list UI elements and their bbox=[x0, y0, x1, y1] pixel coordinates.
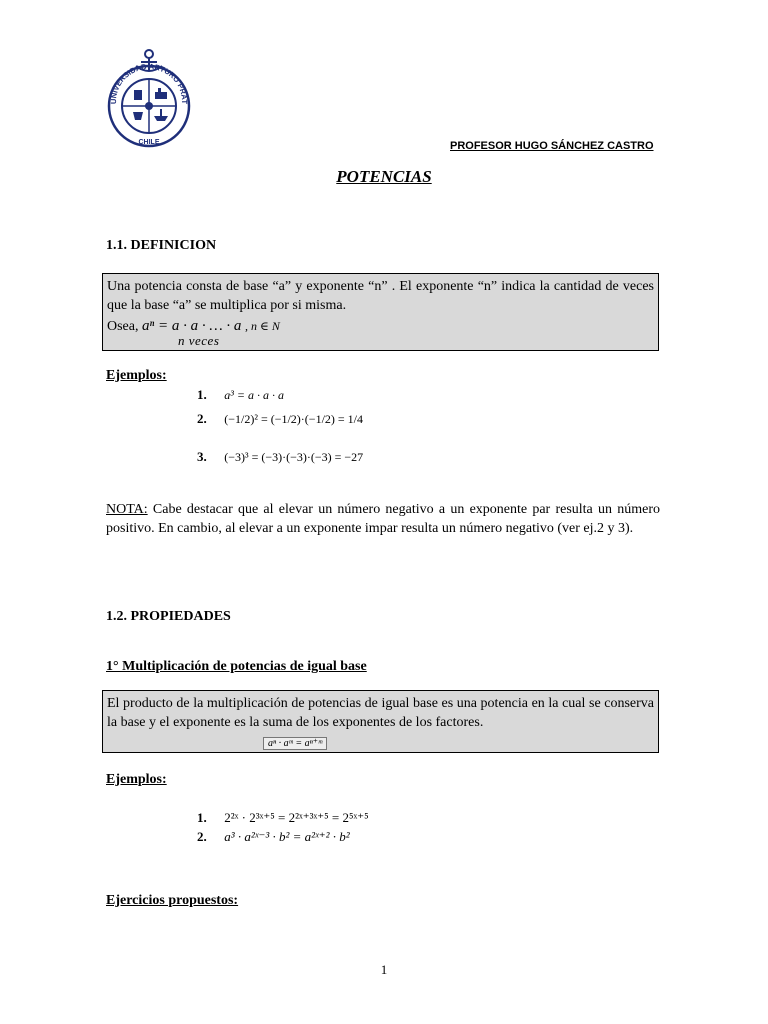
osea-condition: , n ∈ N bbox=[244, 319, 280, 333]
property-1-heading: 1° Multiplicación de potencias de igual base bbox=[106, 659, 367, 674]
examples-1-heading: Ejemplos: bbox=[106, 368, 167, 383]
property-1-formula: aⁿ · aᵐ = aⁿ⁺ᵐ bbox=[263, 737, 327, 750]
osea-line bbox=[107, 317, 654, 351]
seal-text-top: UNIVERSIDAD ARTURO PRAT bbox=[108, 61, 190, 105]
osea-underbrace: n veces bbox=[178, 333, 220, 348]
example-formula: 2²ˣ · 2³ˣ⁺⁵ = 2²ˣ⁺³ˣ⁺⁵ = 2⁵ˣ⁺⁵ bbox=[224, 810, 369, 825]
nota-paragraph bbox=[106, 500, 660, 538]
example-1-1 bbox=[197, 387, 284, 403]
university-seal-logo bbox=[106, 46, 192, 150]
nota-label: NOTA: bbox=[106, 502, 148, 517]
example-formula: (−1/2)² = (−1/2)·(−1/2) = 1/4 bbox=[224, 412, 363, 426]
nota-text: Cabe destacar que al elevar un número negativo a un exponente par resulta un número positivo. En cambio, al elevar a un exponente impar resulta un número negativo (ver ej.2 y 3). bbox=[106, 502, 660, 536]
example-number: 2. bbox=[197, 829, 207, 844]
example-1-2 bbox=[197, 411, 363, 427]
examples-2-heading: Ejemplos: bbox=[106, 772, 167, 787]
exercises-heading: Ejercicios propuestos: bbox=[106, 893, 239, 908]
property-1-formula-wrap bbox=[263, 733, 654, 753]
page-number: 1 bbox=[380, 962, 388, 977]
property-1-text: El producto de la multiplicación de potencias de igual base es una potencia en la cual se conserva la base y el exponente es la suma de los exponentes de los factores. bbox=[107, 696, 654, 730]
osea-formula-wrap bbox=[142, 317, 242, 348]
example-1-3 bbox=[197, 449, 363, 465]
example-number: 3. bbox=[197, 449, 207, 464]
page-title: POTENCIAS bbox=[336, 167, 432, 186]
section-propiedades-heading: 1.2. PROPIEDADES bbox=[106, 609, 231, 624]
example-formula: (−3)³ = (−3)·(−3)·(−3) = −27 bbox=[224, 450, 364, 464]
example-2-1 bbox=[197, 810, 369, 826]
example-number: 2. bbox=[197, 411, 207, 426]
osea-label: Osea, bbox=[107, 319, 139, 334]
section-definicion-heading: 1.1. DEFINICION bbox=[106, 238, 217, 253]
property-1-box bbox=[102, 690, 659, 753]
example-2-2 bbox=[197, 829, 350, 845]
seal-text-bottom: CHILE bbox=[138, 139, 160, 146]
example-number: 1. bbox=[197, 810, 207, 825]
example-formula: a³ · a²ˣ⁻³ · b² = a²ˣ⁺² · b² bbox=[224, 829, 350, 844]
example-number: 1. bbox=[197, 387, 207, 402]
professor-name: PROFESOR HUGO SÁNCHEZ CASTRO bbox=[450, 140, 654, 152]
osea-formula: aⁿ = a · a · … · a bbox=[142, 318, 242, 334]
example-formula: a³ = a · a · a bbox=[224, 388, 284, 402]
definition-box bbox=[102, 273, 659, 351]
definition-text: Una potencia consta de base “a” y exponente “n” . El exponente “n” indica la cantidad de veces que la base “a” se multiplica por si misma. bbox=[107, 279, 654, 313]
